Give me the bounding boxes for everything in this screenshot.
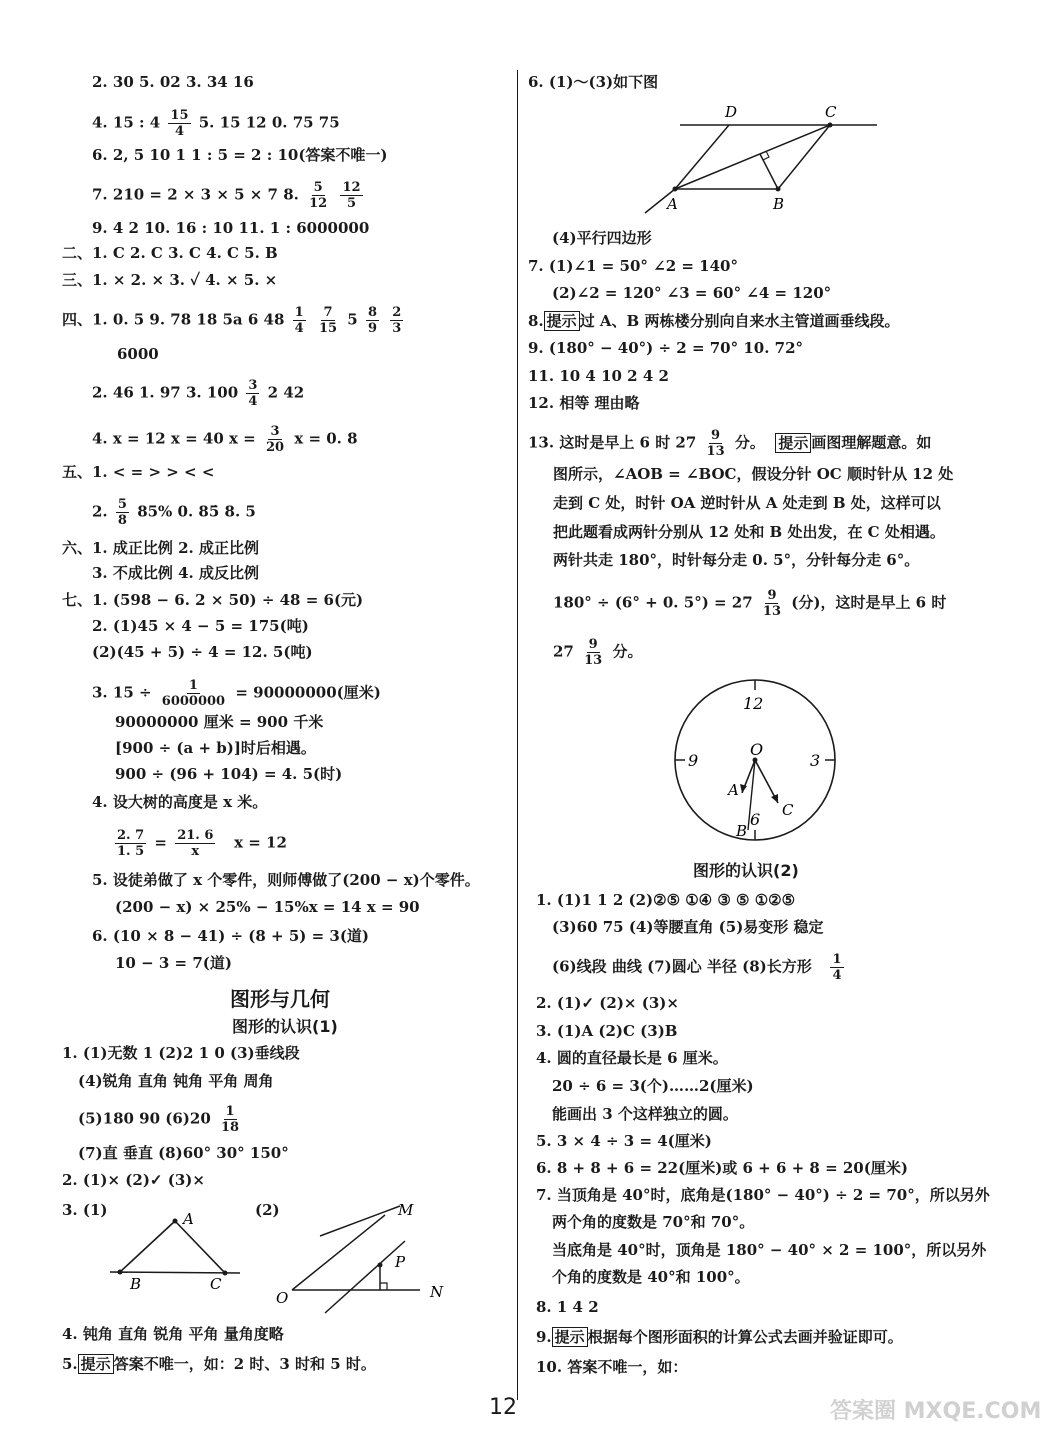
text: 3. 15 ÷ bbox=[92, 683, 152, 702]
side-bc bbox=[778, 125, 830, 189]
fraction bbox=[115, 828, 146, 859]
answer-line: 3. (1) bbox=[62, 1201, 108, 1219]
hint-tag: 提示 bbox=[775, 433, 811, 453]
point-p bbox=[378, 1263, 383, 1268]
text: (5)180 90 (6)20 bbox=[78, 1109, 211, 1128]
denominator: 18 bbox=[221, 1120, 240, 1135]
denominator: 15 bbox=[318, 321, 338, 336]
label-o: O bbox=[750, 740, 764, 759]
answer-line: (4)平行四边形 bbox=[552, 229, 652, 247]
subsection-title: 图形的认识(2) bbox=[693, 861, 799, 880]
answer-line: 10 − 3 = 7(道) bbox=[115, 954, 232, 972]
right-angle-mark bbox=[380, 1283, 387, 1290]
text: = 90000000(厘米) bbox=[235, 683, 381, 702]
hint-tag: 提示 bbox=[544, 311, 580, 331]
fraction bbox=[175, 828, 215, 859]
answer-line: 走到 C 处，时针 OA 逆时针从 A 处走到 B 处，这样可以 bbox=[553, 494, 941, 512]
text: 9. bbox=[536, 1328, 552, 1346]
answer-line: [900 ÷ (a + b)]时后相遇。 bbox=[115, 739, 316, 757]
answer-line bbox=[62, 1354, 376, 1374]
arrow-a bbox=[740, 784, 747, 793]
answer-line: 4. 钝角 直角 锐角 平角 量角度略 bbox=[62, 1325, 284, 1343]
label-a: A bbox=[728, 781, 739, 799]
answer-line: 9. 4 2 10. 16 : 10 11. 1 : 6000000 bbox=[92, 219, 370, 237]
numerator: 1 bbox=[832, 952, 842, 967]
answer-line: 6. 2, 5 10 1 1 : 5 = 2 : 10(答案不唯一) bbox=[92, 146, 388, 164]
fraction bbox=[116, 497, 129, 528]
triangle-figure bbox=[100, 1205, 250, 1295]
hint-tag: 提示 bbox=[78, 1354, 114, 1374]
text: 180° ÷ (6° + 0. 5°) = 27 bbox=[553, 593, 753, 612]
answer-line: 三、1. × 2. × 3. ✓ 4. × 5. × bbox=[62, 271, 278, 289]
numeral-3: 3 bbox=[810, 751, 821, 770]
text: 分。 bbox=[612, 642, 643, 661]
text: 5. 15 12 0. 75 75 bbox=[198, 113, 340, 132]
point bbox=[223, 1271, 228, 1276]
text: 5 bbox=[347, 310, 358, 329]
text: 过 A、B 两栋楼分别向自来水主管道画垂线段。 bbox=[579, 312, 900, 330]
text: (分)，这时是早上 6 时 bbox=[791, 593, 947, 612]
answer-line: 4. 圆的直径最长是 6 厘米。 bbox=[536, 1049, 728, 1067]
label-p: P bbox=[395, 1253, 406, 1271]
answer-line: 5. 3 × 4 ÷ 3 = 4(厘米) bbox=[536, 1132, 712, 1150]
answer-line bbox=[92, 497, 256, 528]
text: 4. 15 : 4 bbox=[92, 113, 161, 132]
label-c: C bbox=[825, 103, 837, 121]
answer-line bbox=[92, 108, 340, 139]
answer-line: 10. 答案不唯一，如： bbox=[536, 1358, 688, 1376]
diagonal-ac bbox=[675, 125, 830, 189]
denominator: 4 bbox=[248, 394, 258, 409]
answer-line: 6000 bbox=[117, 345, 159, 363]
text: x = 12 bbox=[234, 833, 287, 852]
point-b bbox=[776, 187, 781, 192]
answer-line: 图所示，∠AOB = ∠BOC，假设分针 OC 顺时针从 12 处 bbox=[553, 465, 954, 483]
answer-line: 900 ÷ (96 + 104) = 4. 5(时) bbox=[115, 765, 343, 783]
fraction bbox=[390, 305, 403, 336]
point-a bbox=[673, 187, 678, 192]
clock-figure bbox=[670, 675, 840, 845]
answer-line bbox=[92, 180, 366, 211]
hint-tag: 提示 bbox=[552, 1327, 588, 1347]
text: 2 42 bbox=[267, 383, 305, 402]
answer-line: 1. (1)1 1 2 (2)②⑤ ①④ ③ ⑤ ①②⑤ bbox=[536, 891, 796, 909]
answer-line bbox=[528, 428, 931, 459]
fraction bbox=[293, 305, 306, 336]
answer-line bbox=[92, 678, 381, 709]
answer-line: 把此题看成两针分别从 12 处和 B 处出发，在 C 处相遇。 bbox=[553, 523, 945, 541]
point bbox=[118, 1270, 123, 1275]
numerator: 7 bbox=[323, 305, 333, 320]
numerator: 1 bbox=[188, 678, 198, 693]
denominator: 4 bbox=[294, 321, 304, 336]
text: 27 bbox=[553, 642, 574, 661]
denominator: 12 bbox=[309, 196, 328, 211]
numeral-6: 6 bbox=[750, 810, 761, 829]
answer-line: (2) bbox=[255, 1201, 280, 1219]
angle-figure bbox=[270, 1225, 460, 1315]
numerator: 5 bbox=[117, 497, 127, 512]
page-number: 12 bbox=[489, 1395, 517, 1420]
numeral-12: 12 bbox=[743, 694, 764, 713]
answer-line: 11. 10 4 10 2 4 2 bbox=[528, 367, 669, 385]
answer-line bbox=[553, 588, 946, 619]
denominator: 4 bbox=[832, 968, 842, 983]
numerator: 3 bbox=[248, 378, 258, 393]
answer-line: 七、1. (598 − 6. 2 × 50) ÷ 48 = 6(元) bbox=[62, 591, 364, 609]
numerator: 3 bbox=[270, 424, 280, 439]
denominator: 20 bbox=[265, 440, 285, 455]
fraction bbox=[582, 637, 604, 668]
text: 四、1. 0. 5 9. 78 18 5a 6 48 bbox=[62, 310, 285, 329]
answer-line bbox=[536, 1327, 903, 1347]
text: = bbox=[154, 833, 167, 852]
text: 2. 46 1. 97 3. 100 bbox=[92, 383, 239, 402]
numerator: 5 bbox=[313, 180, 323, 195]
answer-line: (2)∠2 = 120° ∠3 = 60° ∠4 = 120° bbox=[552, 284, 832, 302]
answer-line bbox=[92, 378, 304, 409]
numerator: 12 bbox=[342, 180, 361, 195]
label-b: B bbox=[736, 822, 748, 840]
fraction bbox=[219, 1104, 241, 1135]
denominator: 9 bbox=[367, 321, 377, 336]
answer-line: 2. (1)✓ (2)× (3)× bbox=[536, 994, 679, 1012]
denominator: 13 bbox=[706, 444, 725, 459]
answer-line: 6. (1)～(3)如下图 bbox=[528, 73, 659, 91]
text: 8. bbox=[528, 312, 544, 330]
label-c: C bbox=[210, 1275, 222, 1293]
triangle-base bbox=[110, 1272, 240, 1273]
watermark: 答案圈 MXQE.COM bbox=[830, 1399, 1041, 1424]
fraction bbox=[761, 588, 783, 619]
fraction bbox=[307, 180, 329, 211]
parallelogram-figure bbox=[645, 95, 885, 220]
answer-line: 3. 不成比例 4. 成反比例 bbox=[92, 564, 259, 582]
answer-line: 个角的度数是 40°和 100°。 bbox=[552, 1268, 750, 1286]
answer-line: 2. (1)× (2)✓ (3)× bbox=[62, 1171, 205, 1189]
answer-line: 20 ÷ 6 = 3(个)……2(厘米) bbox=[552, 1077, 754, 1095]
text: 答案不唯一，如：2 时、3 时和 5 时。 bbox=[113, 1355, 376, 1373]
answer-line: 90000000 厘米 = 900 千米 bbox=[115, 713, 324, 731]
answer-line bbox=[78, 1104, 244, 1135]
answer-line: (2)(45 + 5) ÷ 4 = 12. 5(吨) bbox=[92, 643, 313, 661]
denominator: 1. 5 bbox=[117, 844, 145, 859]
answer-line: 两针共走 180°，时针每分走 0. 5°，分针每分走 6°。 bbox=[553, 551, 920, 569]
parallel-line bbox=[325, 1241, 405, 1313]
label-a: A bbox=[183, 1210, 194, 1228]
numerator: 8 bbox=[367, 305, 377, 320]
label-n: N bbox=[430, 1283, 444, 1301]
answer-line: 能画出 3 个这样独立的圆。 bbox=[552, 1105, 738, 1123]
answer-line: 五、1. < = > > < < bbox=[62, 463, 215, 481]
fraction bbox=[264, 424, 286, 455]
numerator: 9 bbox=[588, 637, 598, 652]
label-a: A bbox=[667, 195, 678, 213]
label-d: D bbox=[725, 103, 738, 121]
answer-line: 5. 设徒弟做了 x 个零件，则师傅做了(200 − x)个零件。 bbox=[92, 871, 480, 889]
fraction bbox=[317, 305, 339, 336]
answer-line: 二、1. C 2. C 3. C 4. C 5. B bbox=[62, 244, 278, 262]
answer-line bbox=[553, 637, 642, 668]
fraction bbox=[366, 305, 379, 336]
text: 85% 0. 85̇ 8. 5 bbox=[137, 502, 256, 521]
ray-om-top bbox=[320, 1206, 420, 1236]
answer-line bbox=[528, 311, 899, 331]
text: 2. bbox=[92, 502, 108, 521]
answer-line: 7. (1)∠1 = 50° ∠2 = 140° bbox=[528, 257, 738, 275]
answer-line: 两个角的度数是 70°和 70°。 bbox=[552, 1213, 755, 1231]
ray-om-extension bbox=[320, 1206, 400, 1236]
denominator: 6000000 bbox=[161, 694, 226, 709]
answer-line: 8. 1 4 2 bbox=[536, 1298, 599, 1316]
text: 4. x = 12 x = 40 x = bbox=[92, 429, 256, 448]
answer-line: 4. 设大树的高度是 x 米。 bbox=[92, 793, 268, 811]
fraction bbox=[168, 108, 190, 139]
label-c: C bbox=[782, 801, 794, 819]
point-c bbox=[828, 123, 833, 128]
denominator: 13 bbox=[762, 604, 782, 619]
fraction bbox=[340, 180, 362, 211]
numerator: 9 bbox=[711, 428, 721, 443]
fraction bbox=[830, 952, 843, 983]
denominator: 4 bbox=[174, 124, 184, 139]
answer-line: 9. (180° − 40°) ÷ 2 = 70° 10. 72° bbox=[528, 339, 804, 357]
text: 画图理解题意。如 bbox=[811, 433, 932, 452]
numerator: 1 bbox=[225, 1104, 235, 1119]
answer-line: (200 − x) × 25% − 15%x = 14 x = 90 bbox=[115, 898, 420, 916]
numerator: 2. 7 bbox=[117, 828, 145, 843]
fraction bbox=[705, 428, 727, 459]
section-title: 图形与几何 bbox=[230, 987, 330, 1011]
answer-line: 六、1. 成正比例 2. 成正比例 bbox=[62, 539, 259, 557]
numeral-9: 9 bbox=[688, 751, 699, 770]
text: 分。 bbox=[734, 433, 765, 452]
answer-line: 3. (1)A (2)C (3)B bbox=[536, 1022, 678, 1040]
answer-line: 7. 当顶角是 40°时，底角是(180° − 40°) ÷ 2 = 70°，所以另外 bbox=[536, 1186, 990, 1204]
denominator: 13 bbox=[584, 653, 603, 668]
answer-line: (4)锐角 直角 钝角 平角 周角 bbox=[78, 1072, 274, 1090]
numerator: 21. 6 bbox=[177, 828, 214, 843]
answer-line bbox=[62, 305, 406, 336]
column-divider bbox=[517, 70, 518, 1400]
answer-line: 2. 30 5. 02 3. 34 16 bbox=[92, 73, 254, 91]
numerator: 9 bbox=[767, 588, 777, 603]
denominator: 5 bbox=[346, 196, 356, 211]
triangle-side bbox=[175, 1221, 225, 1273]
fraction bbox=[246, 378, 259, 409]
answer-line bbox=[112, 828, 287, 859]
answer-line: 6. (10 × 8 − 41) ÷ (8 + 5) = 3(道) bbox=[92, 927, 370, 945]
answer-line bbox=[552, 952, 847, 983]
triangle-side bbox=[120, 1221, 175, 1272]
label-o: O bbox=[276, 1289, 289, 1307]
text: 5. bbox=[62, 1355, 78, 1373]
denominator: 8 bbox=[117, 513, 127, 528]
answer-line: 1. (1)无数 1 (2)2 1 0 (3)垂线段 bbox=[62, 1044, 300, 1062]
label-b: B bbox=[130, 1275, 142, 1293]
point bbox=[173, 1219, 178, 1224]
answer-line: 当底角是 40°时，顶角是 180° − 40° × 2 = 100°，所以另外 bbox=[552, 1241, 987, 1259]
text: (6)线段 曲线 (7)圆心 半径 (8)长方形 bbox=[552, 957, 812, 976]
answer-line: 2. (1)45 × 4 − 5 = 175(吨) bbox=[92, 617, 309, 635]
text: x = 0. 8 bbox=[294, 429, 358, 448]
fraction bbox=[160, 678, 227, 709]
numerator: 2 bbox=[392, 305, 402, 320]
denominator: x bbox=[191, 844, 200, 859]
label-b: B bbox=[773, 195, 785, 213]
side-ad bbox=[675, 125, 729, 189]
answer-line: 12. 相等 理由略 bbox=[528, 394, 640, 412]
answer-line: 6. 8 + 8 + 6 = 22(厘米)或 6 + 6 + 8 = 20(厘米) bbox=[536, 1159, 908, 1177]
answer-line: (3)60 75 (4)等腰直角 (5)易变形 稳定 bbox=[552, 918, 824, 936]
numerator: 15 bbox=[170, 108, 189, 123]
label-m: M bbox=[398, 1201, 414, 1219]
text: 13. 这时是早上 6 时 27 bbox=[528, 433, 697, 452]
numerator: 1 bbox=[294, 305, 304, 320]
perpendicular-b bbox=[760, 154, 778, 189]
text: 根据每个图形面积的计算公式去画并验证即可。 bbox=[587, 1328, 903, 1346]
answer-line bbox=[92, 424, 358, 455]
text: 7. 210 = 2 × 3 × 5 × 7 8. bbox=[92, 185, 299, 204]
denominator: 3 bbox=[392, 321, 402, 336]
answer-line: (7)直 垂直 (8)60° 30° 150° bbox=[78, 1144, 289, 1162]
subsection-title: 图形的认识(1) bbox=[232, 1017, 338, 1036]
